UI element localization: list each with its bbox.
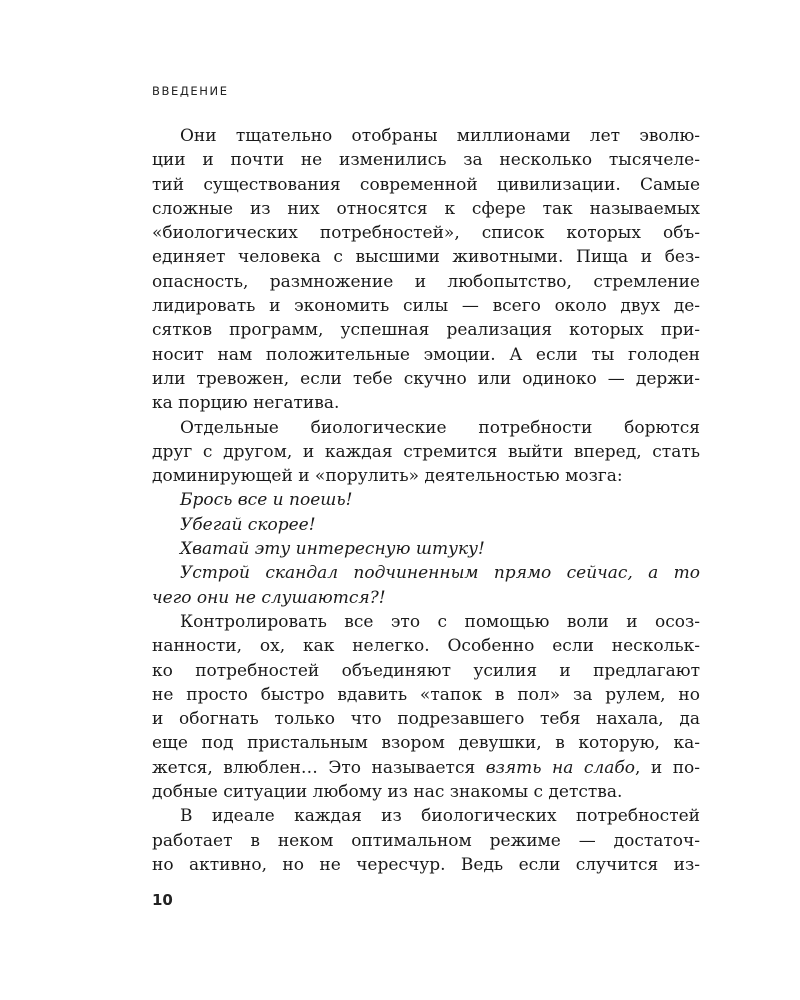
text-line: добные ситуации любому из нас знакомы с детства. xyxy=(152,782,623,803)
text-line: ко потребностей объединяют усилия и предлагают xyxy=(152,660,700,681)
text-line: друг с другом, и каждая стремится выйти вперед, стать xyxy=(152,441,700,462)
text-line: ции и почти не изменились за несколько тысячеле- xyxy=(152,150,700,171)
text-line: опасность, размножение и любопытство, стремление xyxy=(152,271,700,292)
text-line: сложные из них относятся к сфере так называемых xyxy=(152,198,700,219)
running-head: ВВЕДЕНИЕ xyxy=(152,84,229,98)
text-line: лидировать и экономить силы — всего около двух де- xyxy=(152,296,700,317)
text-line: не просто быстро вдавить «тапок в пол» за рулем, но xyxy=(152,684,700,705)
italic-quote-line: чего они не слушаются?! xyxy=(152,587,386,608)
text-line: сятков программ, успешная реализация которых при- xyxy=(152,320,700,341)
italic-quote-line: Убегай скорее! xyxy=(180,514,316,535)
italic-phrase: взять на слабо xyxy=(485,757,635,778)
text-line: В идеале каждая из биологических потребностей xyxy=(180,806,700,827)
text-line: «биологических потребностей», список которых объ- xyxy=(152,223,700,244)
text-segment: , и по- xyxy=(634,757,701,778)
text-line: Отдельные биологические потребности борются xyxy=(180,417,700,438)
body-text xyxy=(152,124,700,877)
text-line: и обогнать только что подрезавшего тебя нахала, да xyxy=(152,709,700,730)
italic-quote-line: Брось все и поешь! xyxy=(180,490,353,511)
text-line: работает в неком оптимальном режиме — достаточ- xyxy=(152,830,700,851)
mixed-style-line xyxy=(152,756,700,780)
text-line: нанности, ох, как нелегко. Особенно если нескольк- xyxy=(152,636,700,657)
text-line: единяет человека с высшими животными. Пища и без- xyxy=(152,247,700,268)
text-line: Контролировать все это с помощью воли и осоз- xyxy=(180,611,700,632)
text-line: доминирующей и «порулить» деятельностью мозга: xyxy=(152,466,623,487)
italic-quote-line: Устрой скандал подчиненным прямо сейчас, а то xyxy=(180,563,700,584)
text-line: или тревожен, если тебе скучно или одиноко — держи- xyxy=(152,368,700,389)
text-line: Они тщательно отобраны миллионами лет эволю- xyxy=(180,126,700,146)
text-line: носит нам положительные эмоции. А если ты голоден xyxy=(152,344,700,365)
text-line: еще под пристальным взором девушки, в которую, ка- xyxy=(152,733,700,754)
text-line: тий существования современной цивилизации. Самые xyxy=(152,174,700,195)
text-segment: жется, влюблен… Это называется xyxy=(152,757,476,778)
page-number: 10 xyxy=(152,891,173,909)
italic-quote-line: Хватай эту интересную штуку! xyxy=(180,539,485,560)
text-line: ка порцию негатива. xyxy=(152,393,340,414)
text-line: но активно, но не чересчур. Ведь если случится из- xyxy=(152,854,700,875)
